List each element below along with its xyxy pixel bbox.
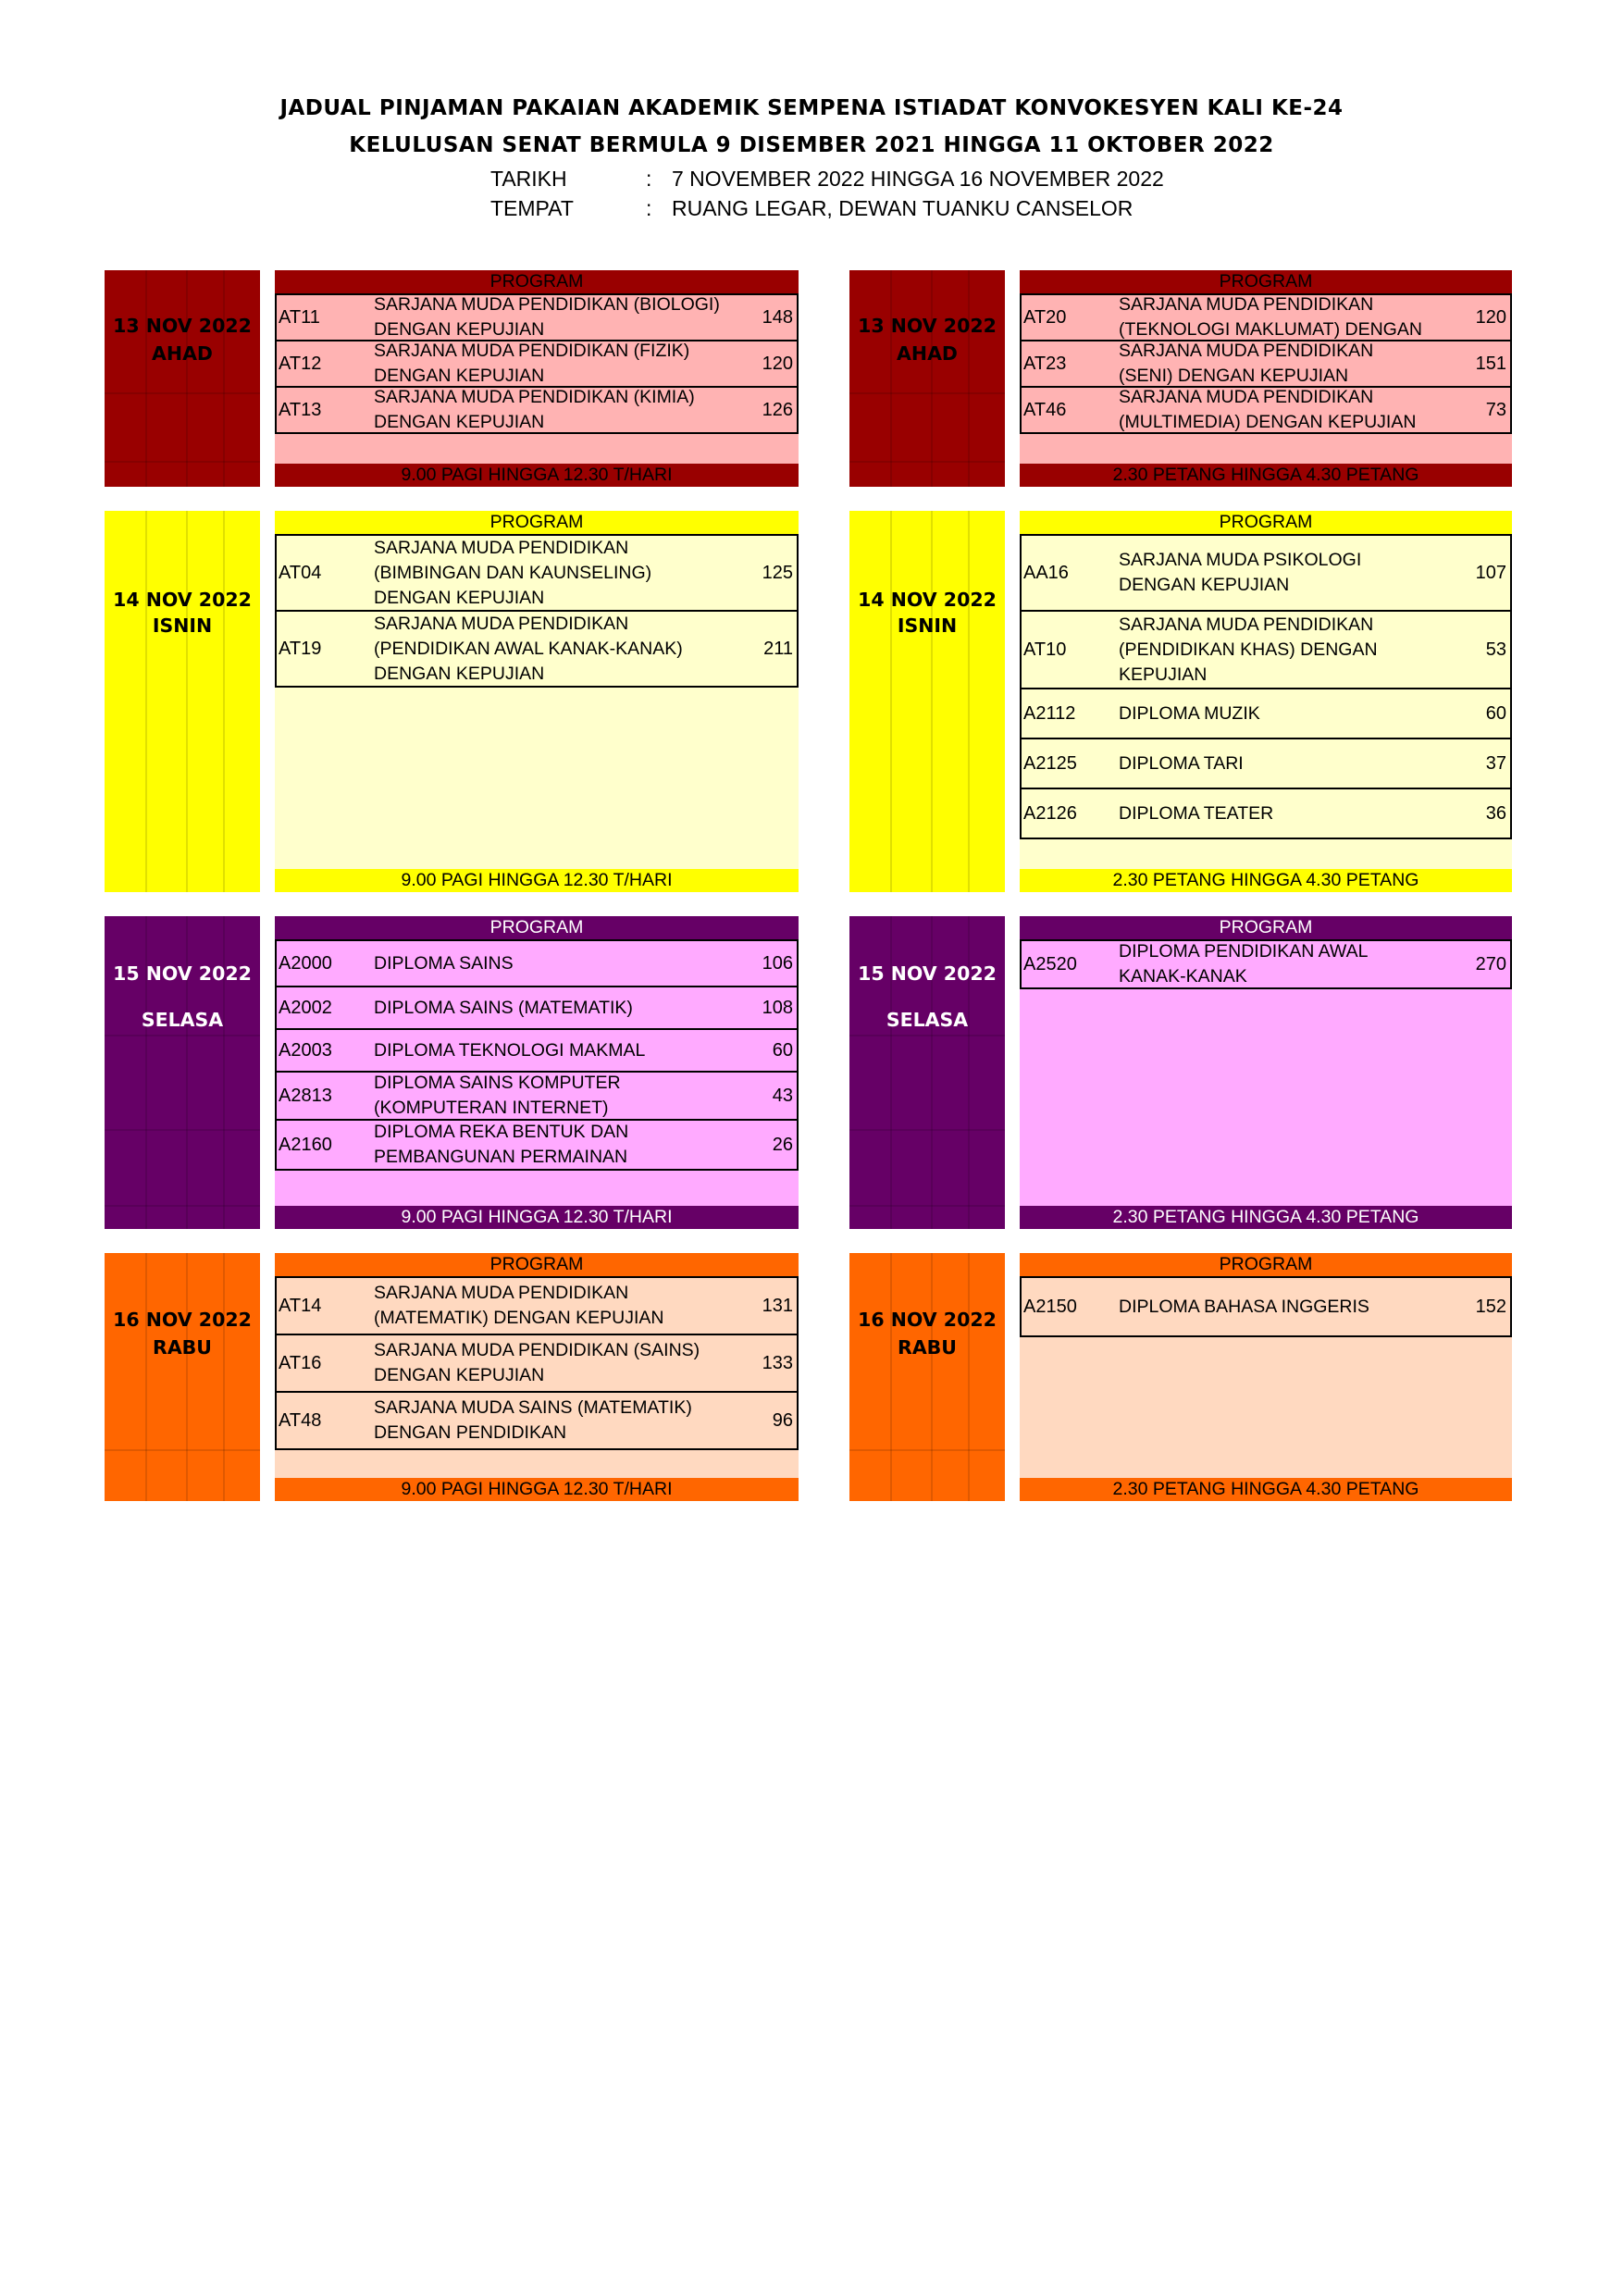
session-block-rabu-morning bbox=[105, 1253, 799, 1501]
program-name bbox=[374, 1121, 744, 1169]
grid-line bbox=[849, 1035, 1005, 1036]
program-code: A2813 bbox=[279, 1085, 332, 1106]
tarikh-row bbox=[490, 167, 1164, 192]
program-name bbox=[374, 341, 744, 386]
day-name: SELASA bbox=[141, 1009, 224, 1031]
session-block-selasa-afternoon bbox=[849, 916, 1512, 1229]
program-name bbox=[374, 987, 744, 1028]
program-name-line: (KOMPUTERAN INTERNET) bbox=[374, 1098, 609, 1118]
program-table bbox=[275, 293, 799, 434]
program-name-line: KANAK-KANAK bbox=[1119, 966, 1247, 987]
tempat-label: TEMPAT bbox=[490, 196, 574, 220]
grid-line bbox=[931, 270, 933, 487]
program-table bbox=[275, 534, 799, 688]
table-row bbox=[275, 986, 799, 1030]
student-count: 120 bbox=[762, 353, 793, 374]
day-name: RABU bbox=[153, 1336, 212, 1359]
grid-line bbox=[186, 270, 188, 487]
program-panel bbox=[1020, 270, 1512, 487]
student-count: 53 bbox=[1485, 639, 1506, 660]
student-count: 125 bbox=[762, 562, 793, 583]
program-name-line: DIPLOMA TEKNOLOGI MAKMAL bbox=[374, 1039, 646, 1061]
session-time: 2.30 PETANG HINGGA 4.30 PETANG bbox=[1020, 869, 1512, 892]
program-code: AT11 bbox=[279, 306, 320, 328]
table-row bbox=[1020, 738, 1512, 789]
program-name-line: DIPLOMA SAINS KOMPUTER bbox=[374, 1073, 621, 1093]
program-name bbox=[1119, 1278, 1489, 1335]
program-name-line: SARJANA MUDA SAINS (MATEMATIK) bbox=[374, 1397, 692, 1418]
grid-line bbox=[849, 1205, 1005, 1207]
program-name-line: SARJANA MUDA PENDIDIKAN bbox=[374, 1283, 629, 1303]
grid-line bbox=[849, 392, 1005, 394]
student-count: 211 bbox=[763, 638, 793, 659]
program-code: AT12 bbox=[279, 353, 322, 374]
table-row bbox=[275, 534, 799, 612]
student-count: 96 bbox=[772, 1409, 793, 1431]
day-date: 14 NOV 2022 bbox=[858, 589, 997, 611]
day-name: ISNIN bbox=[152, 614, 213, 637]
program-header: PROGRAM bbox=[275, 270, 799, 293]
program-name bbox=[1119, 388, 1489, 432]
program-code: A2000 bbox=[279, 952, 332, 974]
table-row bbox=[275, 1276, 799, 1335]
program-name-line: DIPLOMA SAINS bbox=[374, 952, 514, 974]
student-count: 37 bbox=[1485, 752, 1506, 774]
program-code: AA16 bbox=[1023, 562, 1069, 583]
tarikh-colon: : bbox=[646, 167, 652, 191]
student-count: 106 bbox=[762, 952, 793, 974]
program-name-line: SARJANA MUDA PSIKOLOGI bbox=[1119, 550, 1362, 570]
session-time: 9.00 PAGI HINGGA 12.30 T/HARI bbox=[275, 464, 799, 487]
day-date: 16 NOV 2022 bbox=[858, 1309, 997, 1331]
table-row bbox=[275, 1119, 799, 1171]
grid-line bbox=[849, 1129, 1005, 1131]
program-header: PROGRAM bbox=[275, 1253, 799, 1276]
tempat-colon-glyph: : bbox=[646, 196, 652, 220]
program-name bbox=[374, 1030, 744, 1071]
program-table bbox=[1020, 1276, 1512, 1337]
program-name bbox=[374, 941, 744, 986]
table-row bbox=[1020, 610, 1512, 689]
program-code: A2112 bbox=[1023, 702, 1076, 724]
day-cell bbox=[105, 1253, 260, 1501]
tarikh-value: 7 NOVEMBER 2022 HINGGA 16 NOVEMBER 2022 bbox=[672, 167, 1164, 191]
grid-line bbox=[105, 1449, 260, 1451]
day-date: 15 NOV 2022 bbox=[858, 962, 997, 985]
program-code: A2150 bbox=[1023, 1296, 1077, 1317]
grid-line bbox=[968, 511, 970, 892]
day-cell bbox=[849, 270, 1005, 487]
program-name-line: DENGAN KEPUJIAN bbox=[374, 412, 545, 432]
day-cell bbox=[849, 916, 1005, 1229]
program-panel bbox=[1020, 511, 1512, 892]
program-name-line: DIPLOMA BAHASA INGGERIS bbox=[1119, 1296, 1369, 1317]
grid-line bbox=[145, 270, 147, 487]
program-header: PROGRAM bbox=[1020, 511, 1512, 534]
program-name bbox=[374, 1278, 744, 1334]
program-name bbox=[1119, 612, 1489, 688]
program-name-line: SARJANA MUDA PENDIDIKAN bbox=[374, 613, 629, 634]
student-count: 270 bbox=[1475, 953, 1506, 974]
program-code: A2160 bbox=[279, 1134, 332, 1155]
grid-line bbox=[105, 392, 260, 394]
session-time: 9.00 PAGI HINGGA 12.30 T/HARI bbox=[275, 1206, 799, 1229]
program-name bbox=[374, 612, 744, 686]
program-code: AT46 bbox=[1023, 399, 1067, 420]
program-name bbox=[374, 1073, 744, 1119]
session-time: 2.30 PETANG HINGGA 4.30 PETANG bbox=[1020, 1206, 1512, 1229]
program-table bbox=[1020, 534, 1512, 839]
day-date: 14 NOV 2022 bbox=[113, 589, 252, 611]
program-table bbox=[1020, 293, 1512, 434]
day-name: ISNIN bbox=[897, 614, 958, 637]
table-row bbox=[275, 293, 799, 341]
program-name-line: (MULTIMEDIA) DENGAN KEPUJIAN bbox=[1119, 412, 1417, 432]
program-panel bbox=[275, 1253, 799, 1501]
day-cell bbox=[105, 916, 260, 1229]
program-name-line: SARJANA MUDA PENDIDIKAN bbox=[1119, 614, 1374, 635]
grid-line bbox=[223, 270, 225, 487]
program-code: A2002 bbox=[279, 997, 332, 1018]
program-code: A2126 bbox=[1023, 802, 1077, 824]
program-name bbox=[1119, 536, 1489, 610]
program-name-line: DIPLOMA MUZIK bbox=[1119, 702, 1260, 724]
table-row bbox=[1020, 1276, 1512, 1337]
day-name: AHAD bbox=[152, 342, 213, 365]
session-time: 2.30 PETANG HINGGA 4.30 PETANG bbox=[1020, 464, 1512, 487]
program-code: AT16 bbox=[279, 1352, 322, 1373]
program-table bbox=[275, 1276, 799, 1450]
grid-line bbox=[931, 511, 933, 892]
program-name-line: DENGAN KEPUJIAN bbox=[374, 366, 545, 386]
program-code: A2520 bbox=[1023, 953, 1077, 974]
grid-line bbox=[931, 1253, 933, 1501]
day-cell bbox=[849, 1253, 1005, 1501]
grid-line bbox=[105, 1129, 260, 1131]
program-code: AT23 bbox=[1023, 353, 1067, 374]
session-time: 9.00 PAGI HINGGA 12.30 T/HARI bbox=[275, 1478, 799, 1501]
page-title: JADUAL PINJAMAN PAKAIAN AKADEMIK SEMPENA ISTIADAT KONVOKESYEN KALI KE-24 bbox=[279, 96, 1344, 120]
student-count: 152 bbox=[1475, 1296, 1506, 1317]
grid-line bbox=[223, 511, 225, 892]
program-name bbox=[1119, 941, 1489, 987]
program-name bbox=[1119, 295, 1489, 340]
program-panel bbox=[1020, 916, 1512, 1229]
program-name-line: KEPUJIAN bbox=[1119, 664, 1208, 685]
table-row bbox=[275, 939, 799, 987]
program-panel bbox=[275, 511, 799, 892]
page-subtitle: KELULUSAN SENAT BERMULA 9 DISEMBER 2021 HINGGA 11 OKTOBER 2022 bbox=[349, 133, 1274, 157]
student-count: 43 bbox=[772, 1085, 793, 1106]
program-name-line: DIPLOMA PENDIDIKAN AWAL bbox=[1119, 941, 1369, 962]
day-date: 16 NOV 2022 bbox=[113, 1309, 252, 1331]
program-name-line: SARJANA MUDA PENDIDIKAN bbox=[1119, 387, 1374, 407]
program-panel bbox=[1020, 1253, 1512, 1501]
table-row bbox=[1020, 688, 1512, 739]
grid-line bbox=[890, 511, 892, 892]
grid-line bbox=[968, 1253, 970, 1501]
table-row bbox=[275, 1071, 799, 1121]
day-date: 13 NOV 2022 bbox=[113, 315, 252, 337]
session-block-isnin-morning bbox=[105, 511, 799, 892]
program-name bbox=[374, 1335, 744, 1391]
program-header: PROGRAM bbox=[275, 511, 799, 534]
program-name bbox=[374, 1393, 744, 1448]
program-name-line: SARJANA MUDA PENDIDIKAN (SAINS) bbox=[374, 1340, 700, 1360]
program-code: AT10 bbox=[1023, 639, 1067, 660]
table-row bbox=[275, 610, 799, 688]
tempat-row bbox=[490, 196, 1133, 221]
grid-line bbox=[968, 270, 970, 487]
program-name-line: DENGAN KEPUJIAN bbox=[374, 663, 545, 684]
tarikh-label: TARIKH bbox=[490, 167, 567, 191]
day-name: AHAD bbox=[897, 342, 958, 365]
tempat-value: RUANG LEGAR, DEWAN TUANKU CANSELOR bbox=[672, 196, 1134, 220]
session-block-ahad-afternoon bbox=[849, 270, 1512, 487]
table-row bbox=[275, 386, 799, 434]
program-name-line: DENGAN KEPUJIAN bbox=[374, 1365, 545, 1385]
program-code: AT48 bbox=[279, 1409, 322, 1431]
table-row bbox=[1020, 788, 1512, 839]
table-row bbox=[1020, 293, 1512, 341]
table-row bbox=[1020, 939, 1512, 989]
grid-line bbox=[890, 270, 892, 487]
program-name bbox=[1119, 789, 1489, 838]
program-name-line: SARJANA MUDA PENDIDIKAN bbox=[1119, 341, 1374, 361]
program-name-line: SARJANA MUDA PENDIDIKAN (FIZIK) bbox=[374, 341, 690, 361]
day-name: SELASA bbox=[886, 1009, 969, 1031]
program-name-line: (PENDIDIKAN AWAL KANAK-KANAK) bbox=[374, 638, 683, 659]
day-cell bbox=[849, 511, 1005, 892]
grid-line bbox=[849, 461, 1005, 463]
program-table bbox=[1020, 939, 1512, 989]
table-row bbox=[275, 1334, 799, 1393]
program-name-line: SARJANA MUDA PENDIDIKAN bbox=[1119, 294, 1374, 315]
student-count: 120 bbox=[1475, 306, 1506, 328]
grid-line bbox=[105, 1035, 260, 1036]
program-code: A2003 bbox=[279, 1039, 332, 1061]
grid-line bbox=[186, 1253, 188, 1501]
session-block-selasa-morning bbox=[105, 916, 799, 1229]
program-name-line: (MATEMATIK) DENGAN KEPUJIAN bbox=[374, 1308, 664, 1328]
session-time: 9.00 PAGI HINGGA 12.30 T/HARI bbox=[275, 869, 799, 892]
grid-line bbox=[145, 511, 147, 892]
program-code: AT19 bbox=[279, 638, 322, 659]
grid-line bbox=[849, 1449, 1005, 1451]
student-count: 60 bbox=[772, 1039, 793, 1061]
program-name-line: DENGAN KEPUJIAN bbox=[374, 587, 545, 608]
program-code: AT04 bbox=[279, 562, 322, 583]
program-name-line: (TEKNOLOGI MAKLUMAT) DENGAN bbox=[1119, 319, 1422, 340]
program-header: PROGRAM bbox=[1020, 1253, 1512, 1276]
program-panel bbox=[275, 270, 799, 487]
student-count: 133 bbox=[762, 1352, 793, 1373]
program-code: A2125 bbox=[1023, 752, 1077, 774]
day-cell bbox=[105, 270, 260, 487]
program-name-line: DIPLOMA TEATER bbox=[1119, 802, 1274, 824]
student-count: 108 bbox=[762, 997, 793, 1018]
table-row bbox=[1020, 340, 1512, 388]
program-name-line: SARJANA MUDA PENDIDIKAN (KIMIA) bbox=[374, 387, 695, 407]
program-table bbox=[275, 939, 799, 1171]
day-date: 13 NOV 2022 bbox=[858, 315, 997, 337]
program-name-line: DENGAN KEPUJIAN bbox=[1119, 575, 1290, 595]
student-count: 151 bbox=[1475, 353, 1506, 374]
program-name-line: (PENDIDIKAN KHAS) DENGAN bbox=[1119, 639, 1378, 660]
table-row bbox=[275, 340, 799, 388]
program-name-line: DIPLOMA REKA BENTUK DAN bbox=[374, 1122, 629, 1142]
grid-line bbox=[105, 1205, 260, 1207]
program-panel bbox=[275, 916, 799, 1229]
session-block-isnin-afternoon bbox=[849, 511, 1512, 892]
student-count: 148 bbox=[762, 306, 793, 328]
table-row bbox=[1020, 534, 1512, 612]
program-name-line: (SENI) DENGAN KEPUJIAN bbox=[1119, 366, 1349, 386]
student-count: 26 bbox=[772, 1134, 793, 1155]
program-name-line: DENGAN PENDIDIKAN bbox=[374, 1422, 567, 1443]
program-name-line: DIPLOMA SAINS (MATEMATIK) bbox=[374, 997, 633, 1018]
session-block-ahad-morning bbox=[105, 270, 799, 487]
session-block-rabu-afternoon bbox=[849, 1253, 1512, 1501]
program-name bbox=[374, 295, 744, 340]
program-header: PROGRAM bbox=[275, 916, 799, 939]
student-count: 73 bbox=[1485, 399, 1506, 420]
program-header: PROGRAM bbox=[1020, 916, 1512, 939]
day-name: RABU bbox=[898, 1336, 957, 1359]
program-name-line: DIPLOMA TARI bbox=[1119, 752, 1244, 774]
program-name-line: SARJANA MUDA PENDIDIKAN bbox=[374, 537, 629, 558]
program-name bbox=[374, 536, 744, 610]
grid-line bbox=[223, 1253, 225, 1501]
grid-line bbox=[890, 1253, 892, 1501]
program-header: PROGRAM bbox=[1020, 270, 1512, 293]
session-time: 2.30 PETANG HINGGA 4.30 PETANG bbox=[1020, 1478, 1512, 1501]
program-name-line: SARJANA MUDA PENDIDIKAN (BIOLOGI) bbox=[374, 294, 720, 315]
day-date: 15 NOV 2022 bbox=[113, 962, 252, 985]
grid-line bbox=[105, 461, 260, 463]
student-count: 107 bbox=[1475, 562, 1506, 583]
table-row bbox=[275, 1028, 799, 1073]
student-count: 36 bbox=[1485, 802, 1506, 824]
program-name bbox=[1119, 689, 1489, 738]
grid-line bbox=[145, 1253, 147, 1501]
table-row bbox=[275, 1391, 799, 1450]
program-name bbox=[374, 388, 744, 432]
program-code: AT20 bbox=[1023, 306, 1067, 328]
program-name-line: PEMBANGUNAN PERMAINAN bbox=[374, 1147, 628, 1167]
table-row bbox=[1020, 386, 1512, 434]
student-count: 60 bbox=[1485, 702, 1506, 724]
program-name bbox=[1119, 341, 1489, 386]
program-name bbox=[1119, 739, 1489, 788]
program-name-line: (BIMBINGAN DAN KAUNSELING) bbox=[374, 562, 652, 583]
day-cell bbox=[105, 511, 260, 892]
grid-line bbox=[186, 511, 188, 892]
program-code: AT14 bbox=[279, 1295, 322, 1316]
student-count: 131 bbox=[762, 1295, 793, 1316]
program-name-line: DENGAN KEPUJIAN bbox=[374, 319, 545, 340]
program-code: AT13 bbox=[279, 399, 322, 420]
student-count: 126 bbox=[762, 399, 793, 420]
